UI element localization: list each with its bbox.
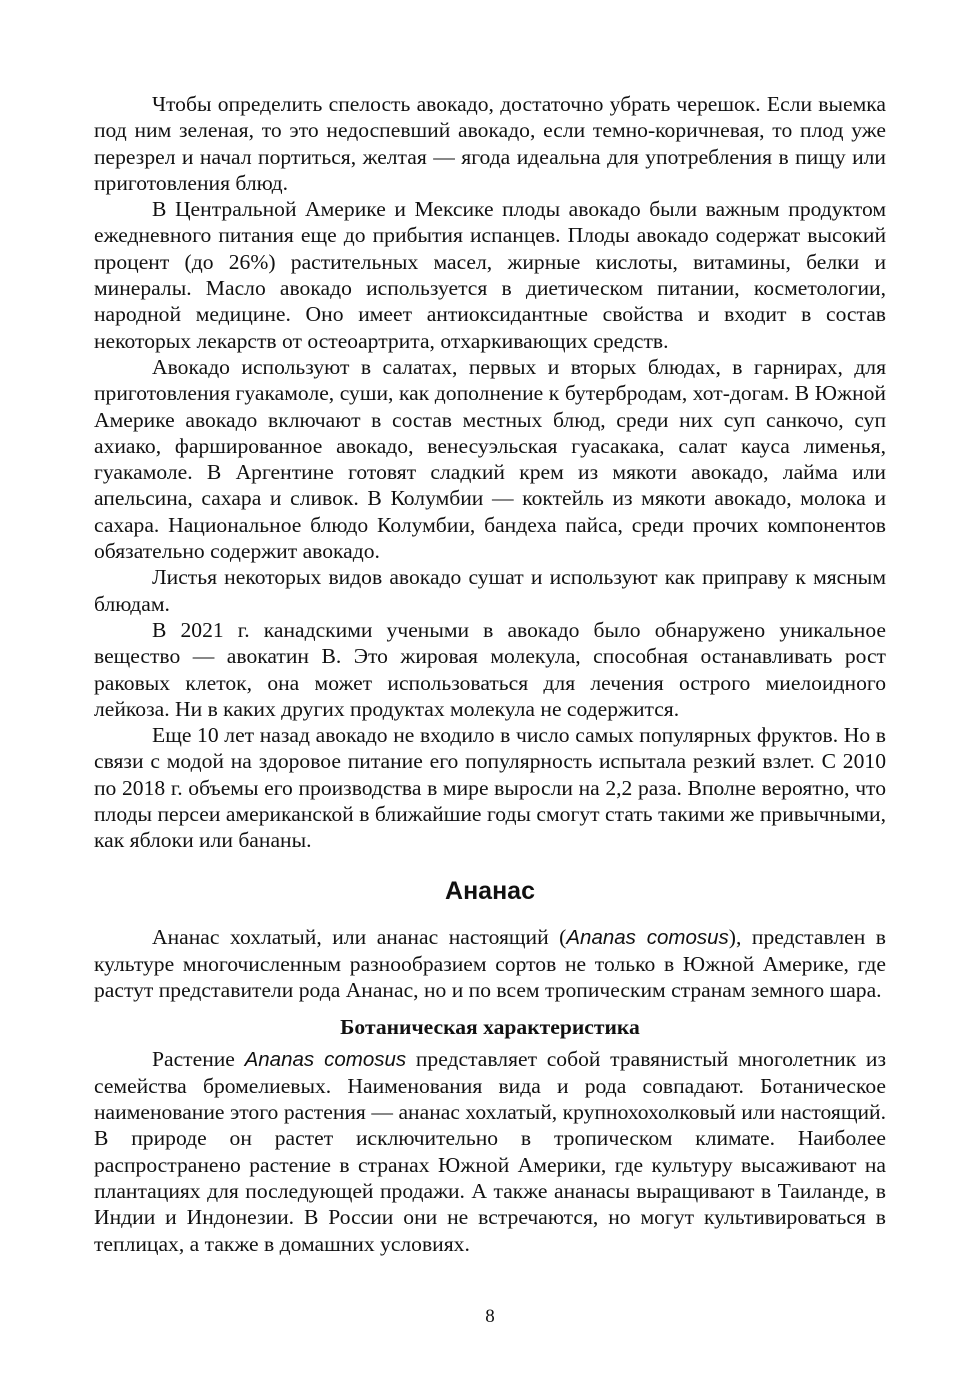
paragraph-ripeness: Чтобы определить спелость авокадо, достаточно убрать черешок. Если выемка под ним зеленая, то это недоспевший авокадо, если темно-коричневая, то плод уже перезрел и начал портиться, желтая — ягода идеальна для употребления в пищу или приготовления блюд.	[94, 92, 886, 195]
page-number: 8	[485, 1306, 495, 1327]
paragraph-central-america: В Центральной Америке и Мексике плоды авокадо были важным продуктом ежедневного питания еще до прибытия испанцев. Плоды авокадо содержат высокий процент (до 26%) растительных масел, жирные кислоты, витамины, белки и минералы. Масло авокадо используется в диетическом питании, косметологии, народной медицине. Оно имеет антиоксидантные свойства и входит в состав некоторых лекарств от остеоартрита, отхаркивающих средств.	[94, 197, 886, 353]
intro-text-before: Ананас хохлатый, или ананас настоящий (	[152, 924, 567, 949]
botanical-text-before: Растение	[152, 1046, 245, 1071]
paragraph-leaves: Листья некоторых видов авокадо сушат и используют как приправу к мясным блюдам.	[94, 565, 886, 616]
paragraph-culinary-uses: Авокадо используют в салатах, первых и вторых блюдах, в гарнирах, для приготовления гуакамоле, суши, как дополнение к бутербродам, хот-догам. В Южной Америке авокадо включают в состав местных блюд, среди них суп санкочо, суп ахиако, фаршированное авокадо, венесуэльская гуасакака, салат кауса лименья, гуакамоле. В Аргентине готовят сладкий крем из мякоти авокадо, лайма или апельсина, сахара и сливок. В Колумбии — коктейль из мякоти авокадо, молока и сахара. Национальное блюдо Колумбии, бандеха пайса, среди прочих компонентов обязательно содержит авокадо.	[94, 354, 886, 564]
paragraph-popularity: Еще 10 лет назад авокадо не входило в число самых популярных фруктов. Но в связи с модой на здоровое питание его популярность испытала резкий взлет. С 2010 по 2018 г. объемы его производства в мире выросли на 2,2 раза. Вполне вероятно, что плоды персеи американской в ближайшие годы смогут стать такими же привычными, как яблоки или бананы.	[94, 723, 886, 853]
paragraph-avocatin: В 2021 г. канадскими учеными в авокадо было обнаружено уникальное вещество — авокатин B. Это жировая молекула, способная останавливать рост раковых клеток, она может использоваться для лечения острого миелоидного лейкоза. Ни в каких других продуктах молекула не содержится.	[94, 617, 886, 721]
subsection-title: Ботаническая характеристика	[340, 1014, 640, 1039]
intro-latin-name: Ananas comosus	[566, 925, 729, 949]
page-body	[94, 91, 886, 1257]
botanical-latin-name: Ananas comosus	[244, 1047, 407, 1071]
botanical-text-after: представляет собой травянистый многолетник из семейства бромелиевых. Наименования вида и рода совпадают. Ботаническое наименование этого растения — ананас хохлатый, крупнохохолковый или настоящий. В природе он растет исключительно в тропическом климате. Наиболее распространено растение в странах Южной Америки, где культуру высаживают на плантациях для последующей продажи. А также ананасы выращивают в Таиланде, в Индии и Индонезии. В России они не встречаются, но могут культивироваться в теплицах, а также в домашних условиях.	[94, 1046, 886, 1256]
paragraph-botanical	[94, 1046, 886, 1257]
section-title: Ананас	[445, 876, 535, 905]
paragraph-pineapple-intro	[94, 924, 886, 1004]
intro-text-after: ), представлен в культуре многочисленным разнообразием сортов не только в Южной Америке, где растут представители рода Ананас, но и по всем тропическим странам земного шара.	[94, 924, 886, 1003]
